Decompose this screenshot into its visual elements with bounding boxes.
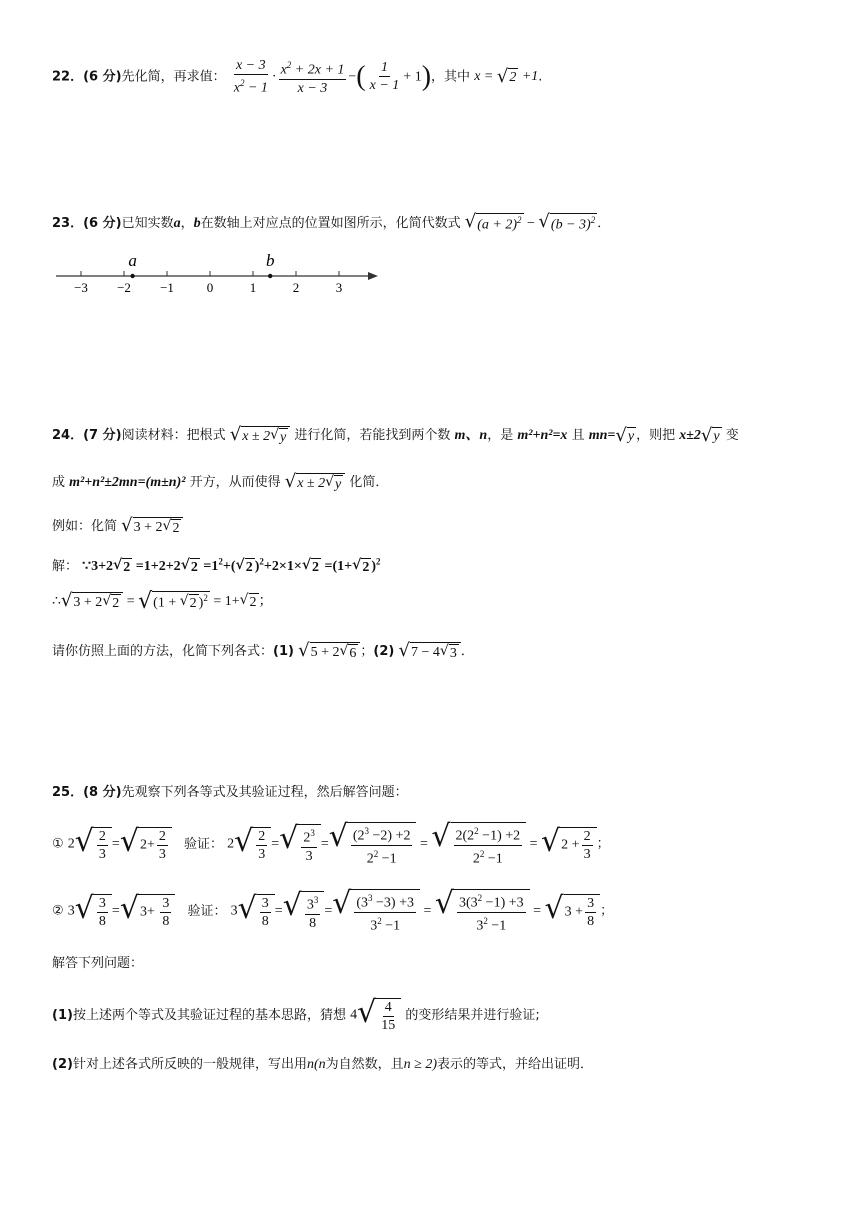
text: 成 [52,475,66,490]
question-25 [52,781,408,800]
question-text: 先观察下列各等式及其验证过程，然后解答问题： [121,785,408,800]
text: 例如：化简 [52,519,118,534]
tick-label: 3 [335,280,343,295]
question-text: 已知实数 [121,216,174,231]
solve-label [52,952,143,971]
q22-expression: $\frac{x - 3}{x^2 - 1}$ · $\frac{x^2 + 2x + 1}{x - 3}$ −( $\frac{1}{x - 1}$ + 1) [233,58,432,96]
text: ． [460,644,474,659]
point-b [268,274,272,278]
therefore-line [52,590,273,613]
var-b: b [193,216,201,231]
therefore-expression: ∴ √ 3 + 2 √ 2 = √ (1 + √ 2 )$^2$ = 1+ √ 2 ； [52,588,273,614]
text: (2) [52,1057,73,1072]
question-number: 23． [52,216,84,231]
question-number: 25． [52,785,84,800]
text: n ≥ 2) [403,1057,437,1072]
text: ； [596,836,610,852]
part-2 [52,1053,593,1073]
point-label-a: a [128,251,137,270]
part-1 [52,995,540,1033]
text: m、n [454,428,488,443]
text: ，是 [487,428,514,443]
radical-4-sqrt-4-15: 4 √ $\frac{4}{15}$ [350,998,401,1033]
text: 且 [571,428,585,443]
text: 按上述两个等式及其验证过程的基本思路，猜想 [72,1008,346,1023]
text: (2) [373,644,395,659]
question-suffix: ，其中 [431,69,471,85]
point-a [130,274,134,278]
eq2-lhs: 3 √ $\frac{3}{8}$ = √ 3+ $\frac{3}{8}$ [68,894,176,929]
text: ，则把 [636,428,676,443]
q23-expression: √ $(a + 2)^2$ − √ $(b - 3)^2$ [464,211,596,233]
verify-label: 验证： [187,903,227,919]
text: ； [360,644,374,659]
question-end: ． [597,216,611,231]
radical-5-2sqrt6: √ 5 + 2 √ 6 [298,642,360,662]
text: 变 [725,428,739,443]
tick-label: 2 [292,280,300,295]
circled-label: ② [52,903,64,919]
radical-x-2sqrt-y: √ x ± 2 √ y [230,426,291,446]
question-number: 22． [52,69,84,85]
example-line [52,515,183,537]
question-score: (7 分) [83,428,122,443]
tick-label: −3 [74,280,88,295]
radical-y: √ y [615,424,635,446]
question-22 [52,58,542,96]
text: m²+n²±2mn=(m±n)² [69,475,186,490]
q22-condition: x = √ 2 +1 [474,66,539,88]
text: (1) [273,644,294,659]
radical-x-2sqrt-y: √ x ± 2 √ y [285,473,346,493]
task-line [52,640,474,662]
question-score: (6 分) [83,216,122,231]
question-score: (8 分) [83,785,122,800]
text: 解答下列问题： [52,956,144,971]
solution-line [52,555,381,576]
text: 针对上述各式所反映的一般规律，写出用 [72,1057,307,1072]
tick-label: 1 [249,280,257,295]
separator: ， [180,216,194,231]
question-24-line-1 [52,424,739,446]
verify-label: 验证： [184,836,224,852]
radical-3-2sqrt2: √ 3 + 2 √ 2 [121,517,183,537]
question-24-line-2 [52,471,388,493]
text: 进行化简，若能找到两个数 [294,428,451,443]
text: n(n [306,1057,326,1072]
eq1-lhs: 2 √ $\frac{2}{3}$ = √ 2+ $\frac{2}{3}$ [68,827,172,862]
tick-label: 0 [206,280,214,295]
text: m²+n²=x [517,428,568,443]
number-line [52,248,382,298]
text: x±2 [679,428,701,443]
equation-1 [52,819,610,867]
tick-label: −2 [117,280,131,295]
text: 的变形结果并进行验证; [405,1008,540,1023]
text: mn= [588,428,616,443]
question-text-2: 在数轴上对应点的位置如图所示，化简代数式 [200,216,461,231]
tick-label: −1 [160,280,174,295]
eq2-verification: 3 √ $\frac{3}{8}$ = √ $\frac{3^3}{8}$ = √ $\frac{(3^3 -3) +3}{3^2 -1}$ = √ $\frac{3(3^2 -1) +3}{3^2 -1}$ = √ 3 + $\frac{3}{8}$ [231,889,600,933]
text: 为自然数，且 [325,1057,404,1072]
radical-y: √ y [700,424,720,446]
eq1-verification: 2 √ $\frac{2}{3}$ = √ $\frac{2^3}{3}$ = √ $\frac{(2^3 -2) +2}{2^2 -1}$ = √ $\frac{2(2^2 -1) +2}{2^2 -1}$ = √ 2 + $\frac{2}{3}$ [227,822,596,866]
text: 表示的等式，并给出证明． [437,1057,594,1072]
question-end: . [538,69,543,85]
text: 开方，从而使得 [189,475,281,490]
solution-expression: ∵3+2 √ 2 =1+2+2 √ 2 $=1^2+$( √ 2 )$^2$+2×1× √ 2 =(1+ √ 2 )$^2$ [82,556,381,575]
point-label-b: b [265,251,275,270]
text: 阅读材料：把根式 [121,428,226,443]
text: (1) [52,1008,73,1023]
circled-label: ① [52,836,64,852]
question-23 [52,212,610,234]
question-number: 24． [52,428,84,443]
text: 请你仿照上面的方法，化简下列各式： [52,644,274,659]
text: ； [600,903,614,919]
var-a: a [173,216,181,231]
radical-7-4sqrt3: √ 7 − 4 √ 3 [399,642,461,662]
equation-2 [52,886,614,934]
text: 解： [52,559,79,574]
text: 化简． [349,475,389,490]
question-score: (6 分) [83,69,122,85]
arrow-icon [368,272,378,280]
question-text: 先化简，再求值： [121,69,226,85]
